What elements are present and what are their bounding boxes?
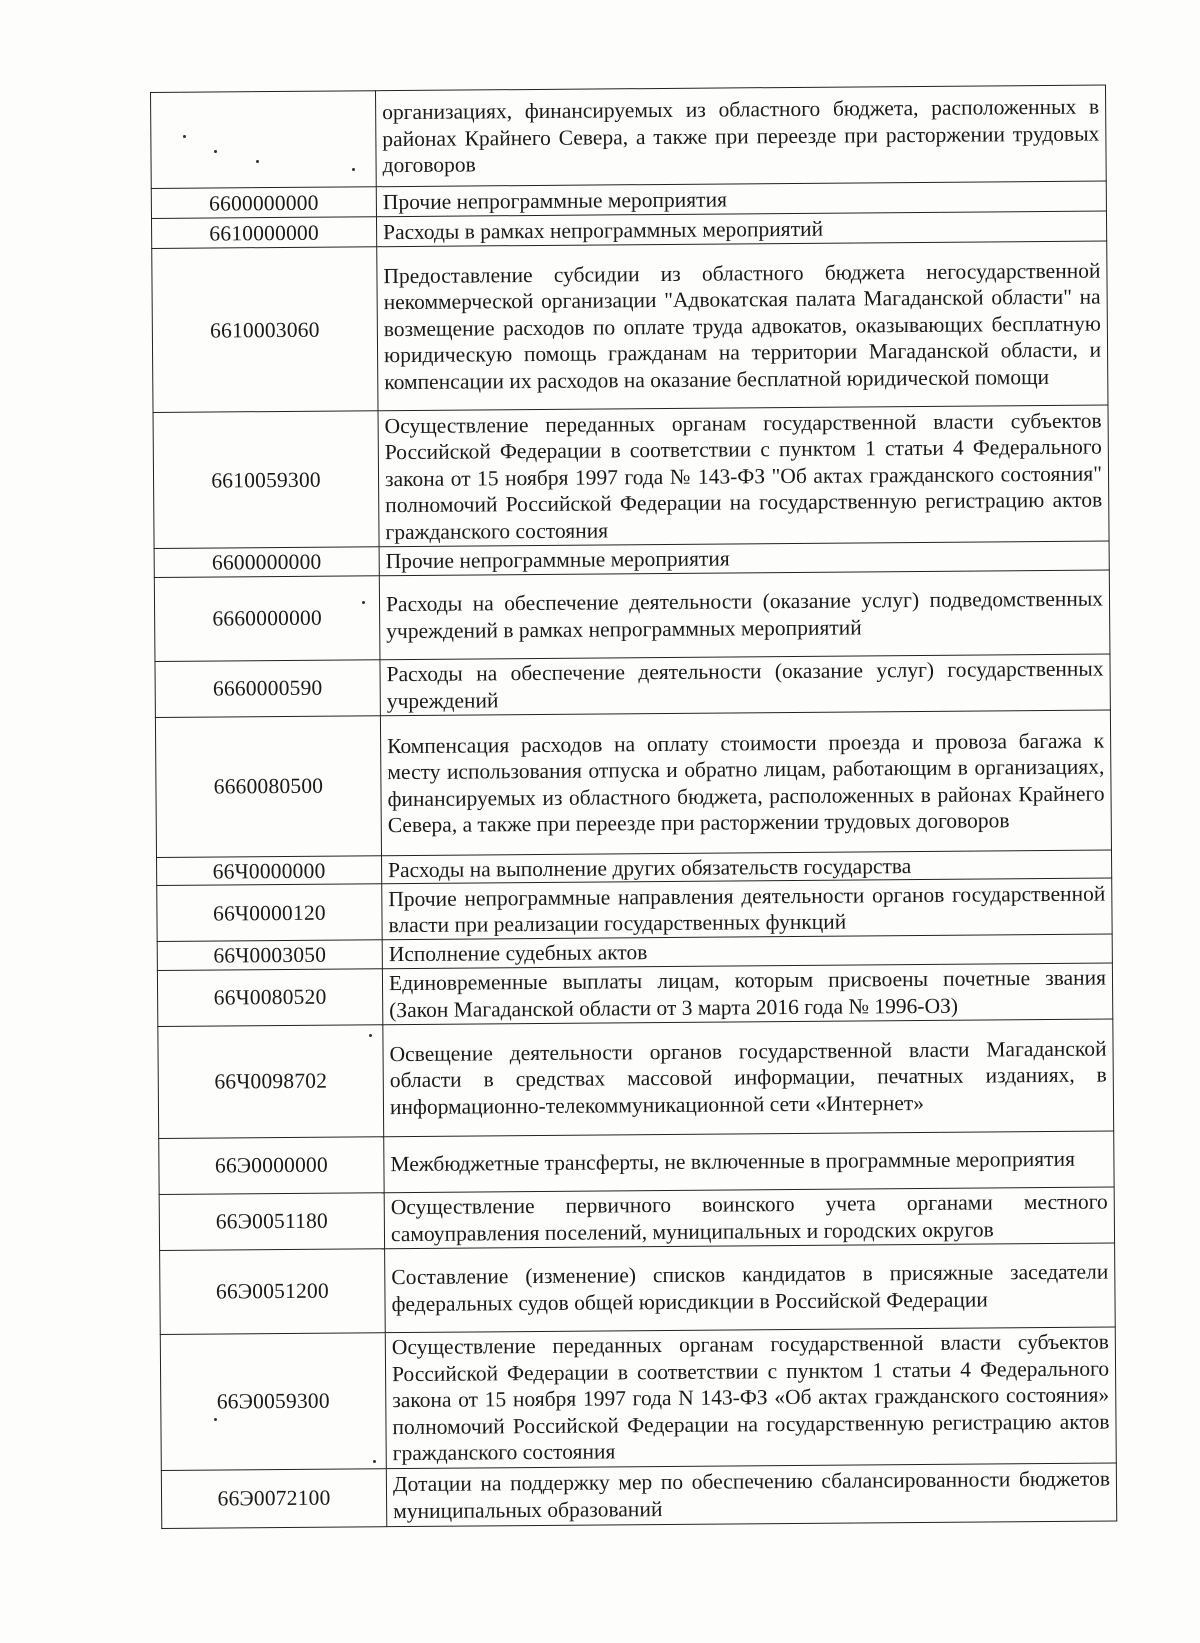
row-code: 6660000590 [155,659,380,717]
scan-speck [373,1460,376,1463]
table-row [157,962,1112,1025]
row-description: Предоставление субсидии из областного бюджета негосударственной некоммерческой организации "Адвокатская палата Магаданской области" на возмещение расходов по оплате труда адвокатов, оказывающих бесплатную юридическую помощь гражданам на территории Магаданской области, и компенсации их расходов на оказание бесплатной юридической помощи [377,241,1108,411]
table-row [161,1462,1116,1527]
scan-speck [369,1034,372,1037]
row-code [151,91,377,189]
scan-speck [352,168,355,171]
table-row [151,85,1107,188]
row-code: 66Ч0098702 [158,1024,384,1138]
row-code: 66Ч0000000 [157,855,382,885]
row-description: Прочие непрограммные направления деятельности органов государственной власти при реализации государственных функций [382,878,1112,940]
row-code: 6610059300 [153,411,379,549]
row-description: Составление (изменение) списков кандидатов в присяжные заседатели федеральных судов общей юрисдикции в Российской Федерации [385,1242,1116,1332]
row-description: Компенсация расходов на оплату стоимости проезда и провоза багажа к месту использования отпуска и обратно лицам, работающим в организациях, финансируемых из областного бюджета, расположенных в районах Крайнего Севера, а также при переезде при расторжении трудовых договоров [380,709,1111,855]
row-code: 6610003060 [152,247,378,413]
row-code: 66Э0051200 [160,1248,386,1334]
scan-speck [183,135,186,138]
row-description: Прочие непрограммные мероприятия [376,181,1106,217]
row-description: Расходы в рамках непрограммных мероприятий [376,211,1106,247]
table-row [155,653,1110,716]
row-code: 6660000000 [154,575,380,661]
row-description: Осуществление первичного воинского учета органами местного самоуправления поселений, муниципальных и городских округов [384,1186,1114,1248]
row-code: 66Э0000000 [159,1136,384,1194]
table-row [157,878,1112,941]
row-code: 6660080500 [155,715,381,857]
row-code: 66Э0072100 [161,1468,386,1528]
row-code: 66Ч0003050 [157,940,382,970]
budget-codes-table [150,84,1117,1528]
row-code: 66Э0059300 [160,1332,386,1470]
row-description: Прочие непрограммные мероприятия [379,541,1109,575]
row-code: 66Ч0080520 [157,968,382,1026]
scan-speck [256,160,259,163]
table-row [158,1018,1114,1137]
table-body [151,85,1117,1528]
row-code: 66Э0051180 [159,1192,384,1250]
row-description: Единовременные выплаты лицам, которым присвоены почетные звания (Закон Магаданской области от 3 марта 2016 года № 1996-ОЗ) [382,962,1112,1024]
table-row [153,405,1109,548]
table-row [160,1326,1116,1469]
row-description: Исполнение судебных актов [382,934,1112,968]
row-code: 6610000000 [151,217,376,249]
row-code: 6600000000 [154,547,379,577]
scan-speck [362,601,365,604]
row-description: Расходы на обеспечение деятельности (оказание услуг) подведомственных учреждений в рамках непрограммных мероприятий [379,569,1110,659]
row-description: Осуществление переданных органам государственной власти субъектов Российской Федерации в соответствии с пунктом 1 статьи 4 Федерального закона от 15 ноября 1997 года N 143-ФЗ «Об актах гражданского состояния» полномочий Российской Федерации на государственную регистрацию актов гражданского состояния [385,1326,1116,1468]
table-row [154,569,1110,660]
table-row [159,1186,1114,1249]
scan-speck [214,150,217,153]
row-code: 66Ч0000120 [157,884,382,942]
row-description: Расходы на выполнение других обязательств государства [382,849,1112,883]
row-description: Межбюджетные трансферты, не включенные в программные мероприятия [384,1130,1114,1192]
row-description: Дотации на поддержку мер по обеспечению сбалансированности бюджетов муниципальных образований [386,1462,1116,1526]
table-row [152,241,1108,412]
table-row [160,1242,1116,1333]
row-code: 6600000000 [151,187,376,219]
row-description: Освещение деятельности органов государственной власти Магаданской области в средствах массовой информации, печатных изданиях, в информационно-телекоммуникационной сети «Интернет» [383,1018,1114,1136]
table-row [155,709,1111,856]
row-description: Расходы на обеспечение деятельности (оказание услуг) государственных учреждений [380,653,1110,715]
scan-speck [214,1418,217,1421]
table-row [159,1130,1114,1193]
row-description: Осуществление переданных органам государственной власти субъектов Российской Федерации в соответствии с пунктом 1 статьи 4 Федерального закона от 15 ноября 1997 года № 143-ФЗ "Об актах гражданского состояния" полномочий Российской Федерации на государственную регистрацию актов гражданского состояния [378,405,1109,547]
row-description: организациях, финансируемых из областного бюджета, расположенных в районах Крайнего Севера, а также при переезде при расторжении трудовых договоров [375,85,1106,187]
